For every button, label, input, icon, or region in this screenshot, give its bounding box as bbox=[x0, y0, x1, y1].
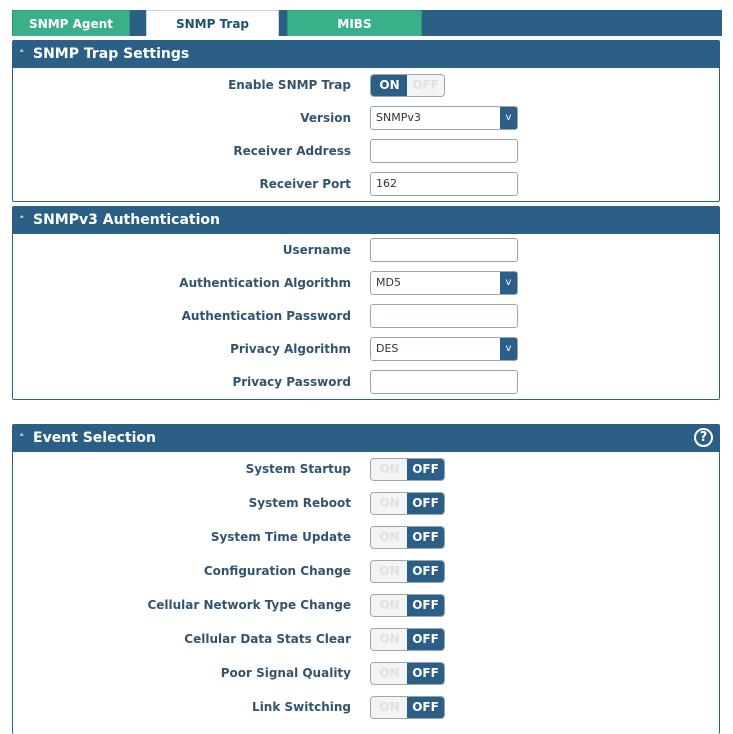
event-toggle[interactable] bbox=[370, 492, 445, 515]
toggle-on-label: ON bbox=[371, 697, 408, 718]
event-toggle[interactable] bbox=[370, 662, 445, 685]
event-toggle[interactable] bbox=[370, 628, 445, 651]
event-toggle[interactable] bbox=[370, 526, 445, 549]
username-input[interactable] bbox=[370, 238, 518, 262]
event-label: System Startup bbox=[245, 462, 351, 476]
event-label: Link Switching bbox=[252, 700, 351, 714]
section-title: Event Selection bbox=[33, 430, 156, 446]
chevron-up-icon: ˄ bbox=[19, 214, 25, 227]
chevron-down-icon: v bbox=[500, 338, 517, 360]
event-row bbox=[13, 660, 719, 686]
event-toggle[interactable] bbox=[370, 594, 445, 617]
chevron-up-icon: ˄ bbox=[19, 48, 25, 61]
auth-password-label: Authentication Password bbox=[181, 309, 351, 323]
privacy-algorithm-value: DES bbox=[376, 342, 399, 355]
event-label: Configuration Change bbox=[203, 564, 351, 578]
toggle-off-label: OFF bbox=[407, 527, 444, 548]
snmp-trap-settings-panel bbox=[12, 40, 720, 202]
toggle-on-label: ON bbox=[371, 663, 408, 684]
event-label: Poor Signal Quality bbox=[220, 666, 351, 680]
event-row bbox=[13, 558, 719, 584]
version-row bbox=[13, 105, 719, 131]
receiver-port-input[interactable]: 162 bbox=[370, 172, 518, 196]
toggle-on-label: ON bbox=[371, 493, 408, 514]
chevron-down-icon: v bbox=[500, 107, 517, 129]
tab-mibs[interactable]: MIBS bbox=[287, 10, 422, 36]
toggle-off-label: OFF bbox=[407, 561, 444, 582]
event-row bbox=[13, 626, 719, 652]
toggle-on-label: ON bbox=[371, 459, 408, 480]
enable-snmp-trap-label: Enable SNMP Trap bbox=[228, 78, 351, 92]
event-row bbox=[13, 524, 719, 550]
auth-algorithm-row bbox=[13, 270, 719, 296]
privacy-password-row bbox=[13, 369, 719, 395]
auth-algorithm-select[interactable] bbox=[370, 271, 518, 295]
event-row bbox=[13, 456, 719, 482]
toggle-off-label: OFF bbox=[407, 663, 444, 684]
tab-strip bbox=[12, 10, 722, 36]
privacy-algorithm-row bbox=[13, 336, 719, 362]
receiver-address-label: Receiver Address bbox=[233, 144, 351, 158]
version-label: Version bbox=[300, 111, 351, 125]
event-row bbox=[13, 694, 719, 720]
receiver-port-row bbox=[13, 171, 719, 197]
toggle-on-label: ON bbox=[371, 75, 408, 96]
chevron-down-icon: v bbox=[500, 272, 517, 294]
username-label: Username bbox=[282, 243, 351, 257]
tab-snmp-agent[interactable]: SNMP Agent bbox=[12, 10, 130, 36]
toggle-off-label: OFF bbox=[407, 459, 444, 480]
event-label: System Reboot bbox=[248, 496, 351, 510]
receiver-port-label: Receiver Port bbox=[259, 177, 351, 191]
version-value: SNMPv3 bbox=[376, 111, 421, 124]
snmpv3-authentication-header[interactable] bbox=[13, 207, 719, 234]
toggle-off-label: OFF bbox=[407, 493, 444, 514]
privacy-password-input[interactable] bbox=[370, 370, 518, 394]
toggle-on-label: ON bbox=[371, 527, 408, 548]
event-selection-panel bbox=[12, 424, 720, 734]
enable-snmp-trap-row bbox=[13, 72, 719, 98]
receiver-address-input[interactable] bbox=[370, 139, 518, 163]
receiver-address-row bbox=[13, 138, 719, 164]
section-title: SNMPv3 Authentication bbox=[33, 212, 220, 228]
privacy-algorithm-label: Privacy Algorithm bbox=[230, 342, 351, 356]
version-select[interactable] bbox=[370, 106, 518, 130]
event-label: Cellular Data Stats Clear bbox=[184, 632, 351, 646]
toggle-on-label: ON bbox=[371, 629, 408, 650]
toggle-off-label: OFF bbox=[407, 629, 444, 650]
event-row bbox=[13, 592, 719, 618]
auth-password-row bbox=[13, 303, 719, 329]
auth-algorithm-value: MD5 bbox=[376, 276, 401, 289]
auth-password-input[interactable] bbox=[370, 304, 518, 328]
event-toggle[interactable] bbox=[370, 696, 445, 719]
username-row bbox=[13, 237, 719, 263]
snmp-trap-settings-header[interactable] bbox=[13, 41, 719, 68]
event-label: Cellular Network Type Change bbox=[147, 598, 351, 612]
toggle-off-label: OFF bbox=[407, 697, 444, 718]
enable-snmp-trap-toggle[interactable] bbox=[370, 74, 445, 97]
section-title: SNMP Trap Settings bbox=[33, 46, 190, 62]
event-row bbox=[13, 490, 719, 516]
privacy-password-label: Privacy Password bbox=[232, 375, 351, 389]
toggle-off-label: OFF bbox=[407, 75, 444, 96]
toggle-on-label: ON bbox=[371, 561, 408, 582]
privacy-algorithm-select[interactable] bbox=[370, 337, 518, 361]
toggle-off-label: OFF bbox=[407, 595, 444, 616]
event-selection-header[interactable] bbox=[13, 425, 719, 452]
auth-algorithm-label: Authentication Algorithm bbox=[179, 276, 351, 290]
event-toggle[interactable] bbox=[370, 458, 445, 481]
event-label: System Time Update bbox=[210, 530, 351, 544]
toggle-on-label: ON bbox=[371, 595, 408, 616]
snmpv3-authentication-panel bbox=[12, 206, 720, 400]
question-circle-icon[interactable]: ? bbox=[694, 428, 713, 447]
event-toggle[interactable] bbox=[370, 560, 445, 583]
tab-snmp-trap[interactable]: SNMP Trap bbox=[146, 10, 279, 36]
chevron-up-icon: ˄ bbox=[19, 432, 25, 445]
